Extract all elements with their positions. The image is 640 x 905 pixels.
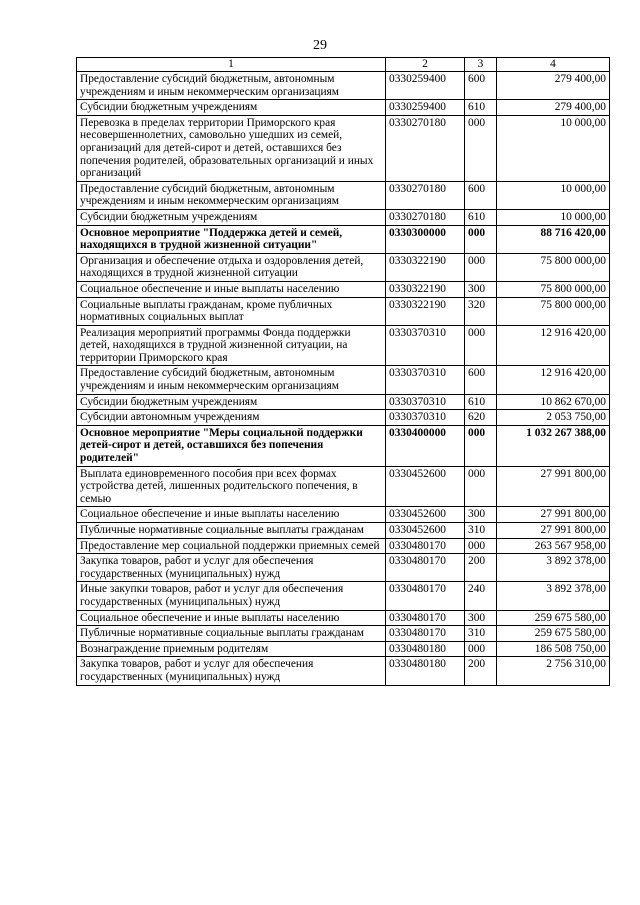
row-amount: 279 400,00 [497, 72, 610, 100]
row-amount: 2 756 310,00 [497, 657, 610, 685]
table-row [77, 297, 610, 325]
table-row [77, 582, 610, 610]
row-name: Публичные нормативные социальные выплаты гражданам [77, 626, 386, 642]
row-code: 0330480170 [386, 610, 465, 626]
row-name: Социальное обеспечение и иные выплаты населению [77, 610, 386, 626]
row-kind: 000 [465, 115, 497, 181]
row-kind: 320 [465, 297, 497, 325]
row-amount: 259 675 580,00 [497, 610, 610, 626]
row-amount: 1 032 267 388,00 [497, 425, 610, 466]
table-body [77, 72, 610, 686]
table-row [77, 538, 610, 554]
table-row [77, 626, 610, 642]
table-row [77, 72, 610, 100]
row-code: 0330270180 [386, 115, 465, 181]
table-row [77, 325, 610, 366]
row-kind: 000 [465, 538, 497, 554]
budget-table [76, 57, 610, 686]
row-amount: 27 991 800,00 [497, 507, 610, 523]
row-name: Субсидии бюджетным учреждениям [77, 100, 386, 116]
row-name: Субсидии бюджетным учреждениям [77, 209, 386, 225]
header-col-4: 4 [497, 58, 610, 72]
row-name: Перевозка в пределах территории Приморского края несовершеннолетних, самовольно ушедших из семей, организаций для детей-сирот и детей, оставшихся без попечения родителей, образовательных организаций и иных организаций [77, 115, 386, 181]
table-row [77, 253, 610, 281]
row-name: Публичные нормативные социальные выплаты гражданам [77, 523, 386, 539]
row-name: Основное мероприятие "Меры социальной поддержки детей-сирот и детей, оставшихся без попечения родителей" [77, 425, 386, 466]
row-name: Выплата единовременного пособия при всех формах устройства детей, лишенных родительского попечения, в семью [77, 466, 386, 507]
row-code: 0330480170 [386, 554, 465, 582]
row-name: Социальное обеспечение и иные выплаты населению [77, 507, 386, 523]
row-amount: 259 675 580,00 [497, 626, 610, 642]
row-name: Основное мероприятие "Поддержка детей и семей, находящихся в трудной жизненной ситуации" [77, 225, 386, 253]
row-amount: 12 916 420,00 [497, 366, 610, 394]
row-code: 0330300000 [386, 225, 465, 253]
row-amount: 10 000,00 [497, 115, 610, 181]
row-kind: 310 [465, 626, 497, 642]
row-code: 0330480180 [386, 641, 465, 657]
row-name: Организация и обеспечение отдыха и оздоровления детей, находящихся в трудной жизненной ситуации [77, 253, 386, 281]
row-amount: 10 862 670,00 [497, 394, 610, 410]
table-row [77, 554, 610, 582]
row-code: 0330322190 [386, 253, 465, 281]
table-row [77, 610, 610, 626]
row-kind: 600 [465, 72, 497, 100]
row-code: 0330259400 [386, 72, 465, 100]
row-kind: 000 [465, 641, 497, 657]
row-name: Социальные выплаты гражданам, кроме публичных нормативных социальных выплат [77, 297, 386, 325]
row-name: Вознаграждение приемным родителям [77, 641, 386, 657]
page-number: 29 [313, 38, 327, 53]
row-name: Предоставление субсидий бюджетным, автономным учреждениям и иным некоммерческим организациям [77, 72, 386, 100]
row-code: 0330270180 [386, 181, 465, 209]
row-code: 0330270180 [386, 209, 465, 225]
row-amount: 12 916 420,00 [497, 325, 610, 366]
row-name: Субсидии бюджетным учреждениям [77, 394, 386, 410]
header-col-3: 3 [465, 58, 497, 72]
table-row [77, 641, 610, 657]
row-amount: 10 000,00 [497, 209, 610, 225]
table-row [77, 523, 610, 539]
row-code: 0330370310 [386, 410, 465, 426]
row-kind: 000 [465, 225, 497, 253]
row-kind: 610 [465, 209, 497, 225]
row-kind: 300 [465, 281, 497, 297]
row-code: 0330452600 [386, 507, 465, 523]
row-code: 0330480170 [386, 538, 465, 554]
row-amount: 10 000,00 [497, 181, 610, 209]
row-name: Иные закупки товаров, работ и услуг для обеспечения государственных (муниципальных) нужд [77, 582, 386, 610]
row-name: Предоставление мер социальной поддержки приемных семей [77, 538, 386, 554]
row-kind: 610 [465, 100, 497, 116]
row-kind: 000 [465, 425, 497, 466]
row-kind: 240 [465, 582, 497, 610]
row-name: Предоставление субсидий бюджетным, автономным учреждениям и иным некоммерческим организациям [77, 366, 386, 394]
row-amount: 263 567 958,00 [497, 538, 610, 554]
row-code: 0330322190 [386, 297, 465, 325]
row-code: 0330370310 [386, 394, 465, 410]
header-col-1: 1 [77, 58, 386, 72]
table-row [77, 507, 610, 523]
header-col-2: 2 [386, 58, 465, 72]
row-code: 0330259400 [386, 100, 465, 116]
row-name: Закупка товаров, работ и услуг для обеспечения государственных (муниципальных) нужд [77, 554, 386, 582]
row-kind: 200 [465, 657, 497, 685]
row-amount: 2 053 750,00 [497, 410, 610, 426]
table-row [77, 209, 610, 225]
row-kind: 620 [465, 410, 497, 426]
row-code: 0330370310 [386, 325, 465, 366]
header-row [77, 58, 610, 72]
row-kind: 000 [465, 325, 497, 366]
table-row [77, 181, 610, 209]
row-kind: 000 [465, 466, 497, 507]
row-name: Закупка товаров, работ и услуг для обеспечения государственных (муниципальных) нужд [77, 657, 386, 685]
table-row [77, 281, 610, 297]
row-amount: 3 892 378,00 [497, 582, 610, 610]
table-row [77, 466, 610, 507]
row-code: 0330480170 [386, 626, 465, 642]
table-row [77, 394, 610, 410]
row-code: 0330452600 [386, 523, 465, 539]
row-kind: 610 [465, 394, 497, 410]
row-amount: 186 508 750,00 [497, 641, 610, 657]
table-row [77, 225, 610, 253]
row-amount: 88 716 420,00 [497, 225, 610, 253]
row-code: 0330322190 [386, 281, 465, 297]
table-row [77, 366, 610, 394]
row-amount: 3 892 378,00 [497, 554, 610, 582]
row-kind: 200 [465, 554, 497, 582]
row-name: Предоставление субсидий бюджетным, автономным учреждениям и иным некоммерческим организациям [77, 181, 386, 209]
row-amount: 27 991 800,00 [497, 523, 610, 539]
row-code: 0330480170 [386, 582, 465, 610]
table-row [77, 115, 610, 181]
row-amount: 75 800 000,00 [497, 297, 610, 325]
row-amount: 27 991 800,00 [497, 466, 610, 507]
row-kind: 300 [465, 507, 497, 523]
table-row [77, 657, 610, 685]
row-name: Субсидии автономным учреждениям [77, 410, 386, 426]
table-row [77, 100, 610, 116]
row-code: 0330480180 [386, 657, 465, 685]
row-kind: 600 [465, 181, 497, 209]
row-code: 0330370310 [386, 366, 465, 394]
row-name: Реализация мероприятий программы Фонда поддержки детей, находящихся в трудной жизненной ситуации, на территории Приморского края [77, 325, 386, 366]
table-row [77, 410, 610, 426]
row-amount: 279 400,00 [497, 100, 610, 116]
row-name: Социальное обеспечение и иные выплаты населению [77, 281, 386, 297]
row-amount: 75 800 000,00 [497, 281, 610, 297]
row-kind: 310 [465, 523, 497, 539]
row-code: 0330452600 [386, 466, 465, 507]
row-kind: 300 [465, 610, 497, 626]
row-amount: 75 800 000,00 [497, 253, 610, 281]
row-code: 0330400000 [386, 425, 465, 466]
row-kind: 000 [465, 253, 497, 281]
table-row [77, 425, 610, 466]
row-kind: 600 [465, 366, 497, 394]
table-header [77, 58, 610, 72]
